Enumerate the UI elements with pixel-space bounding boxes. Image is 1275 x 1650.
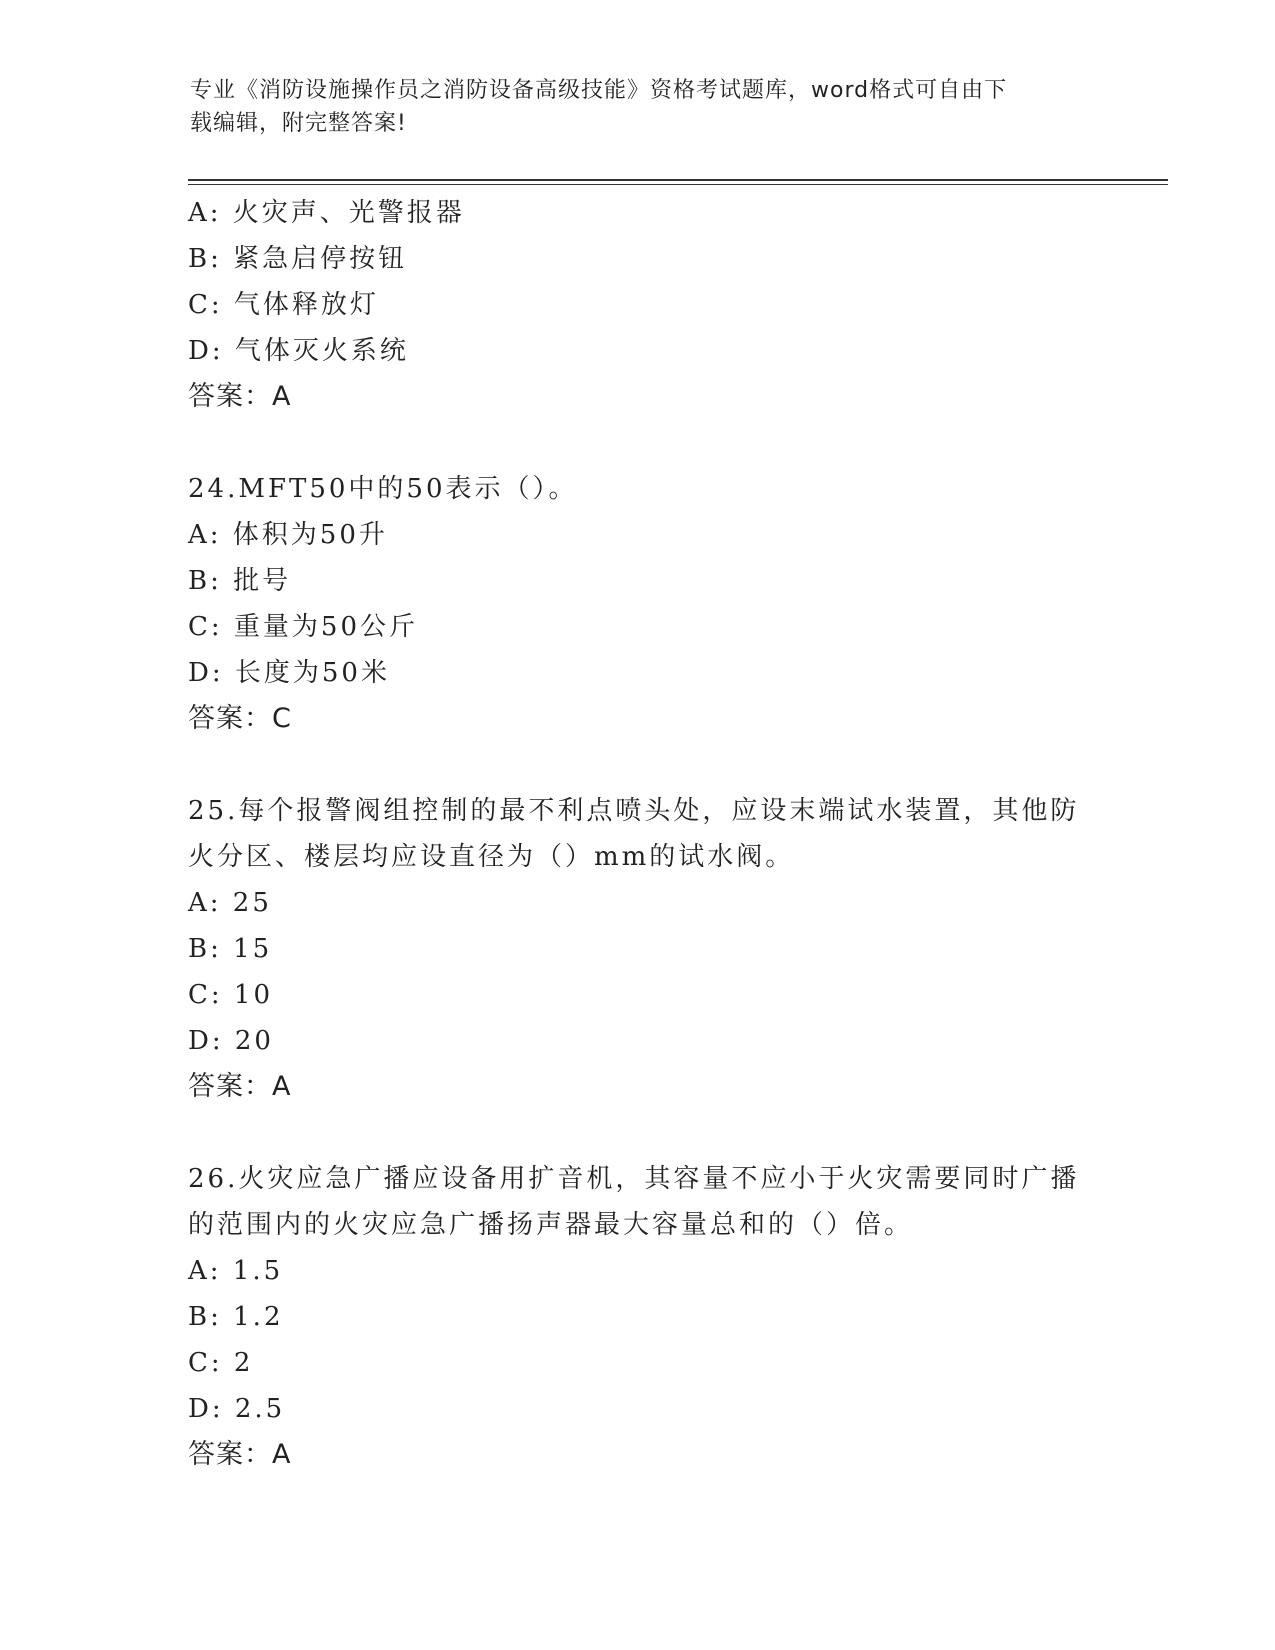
header-line-1: 专业《消防设施操作员之消防设备高级技能》资格考试题库，word格式可自由下	[190, 78, 1008, 103]
header-divider-top	[188, 179, 1168, 181]
option-d: D: 2.5	[188, 1394, 286, 1424]
answer: 答案：A	[188, 1071, 292, 1102]
option-b: B: 紧急启停按钮	[188, 244, 408, 274]
answer: 答案：A	[188, 1439, 292, 1470]
option-b: B: 15	[188, 934, 273, 964]
option-c: C: 10	[188, 980, 274, 1010]
question-text-line-1: 26.火灾应急广播应设备用扩音机，其容量不应小于火灾需要同时广播	[188, 1164, 1080, 1194]
question-26	[188, 1156, 1088, 1478]
question-text-line-1: 25.每个报警阀组控制的最不利点喷头处，应设末端试水装置，其他防	[188, 796, 1080, 826]
spacer	[188, 420, 1088, 466]
option-d: D: 气体灭火系统	[188, 336, 409, 366]
option-a: A: 体积为50升	[188, 520, 388, 550]
question-23	[188, 190, 1088, 420]
document-header	[190, 74, 1090, 140]
option-a: A: 火灾声、光警报器	[188, 198, 465, 228]
question-list	[188, 190, 1088, 1478]
question-text-line-2: 的范围内的火灾应急广播扬声器最大容量总和的（）倍。	[188, 1210, 914, 1240]
header-line-2: 载编辑，附完整答案!	[190, 111, 407, 136]
spacer	[188, 1110, 1088, 1156]
option-d: D: 长度为50米	[188, 658, 390, 688]
option-d: D: 20	[188, 1026, 274, 1056]
option-a: A: 25	[188, 888, 272, 918]
answer: 答案：C	[188, 703, 292, 734]
option-c: C: 2	[188, 1348, 254, 1378]
answer: 答案：A	[188, 381, 292, 412]
option-a: A: 1.5	[188, 1256, 284, 1286]
option-b: B: 1.2	[188, 1302, 284, 1332]
option-c: C: 重量为50公斤	[188, 612, 419, 642]
question-24	[188, 466, 1088, 742]
question-text-line-2: 火分区、楼层均应设直径为（）mm的试水阀。	[188, 842, 795, 872]
option-c: C: 气体释放灯	[188, 290, 379, 320]
header-divider-bottom	[188, 184, 1168, 185]
spacer	[188, 742, 1088, 788]
question-text: 24.MFT50中的50表示（）。	[188, 474, 578, 504]
question-25	[188, 788, 1088, 1110]
option-b: B: 批号	[188, 566, 292, 596]
